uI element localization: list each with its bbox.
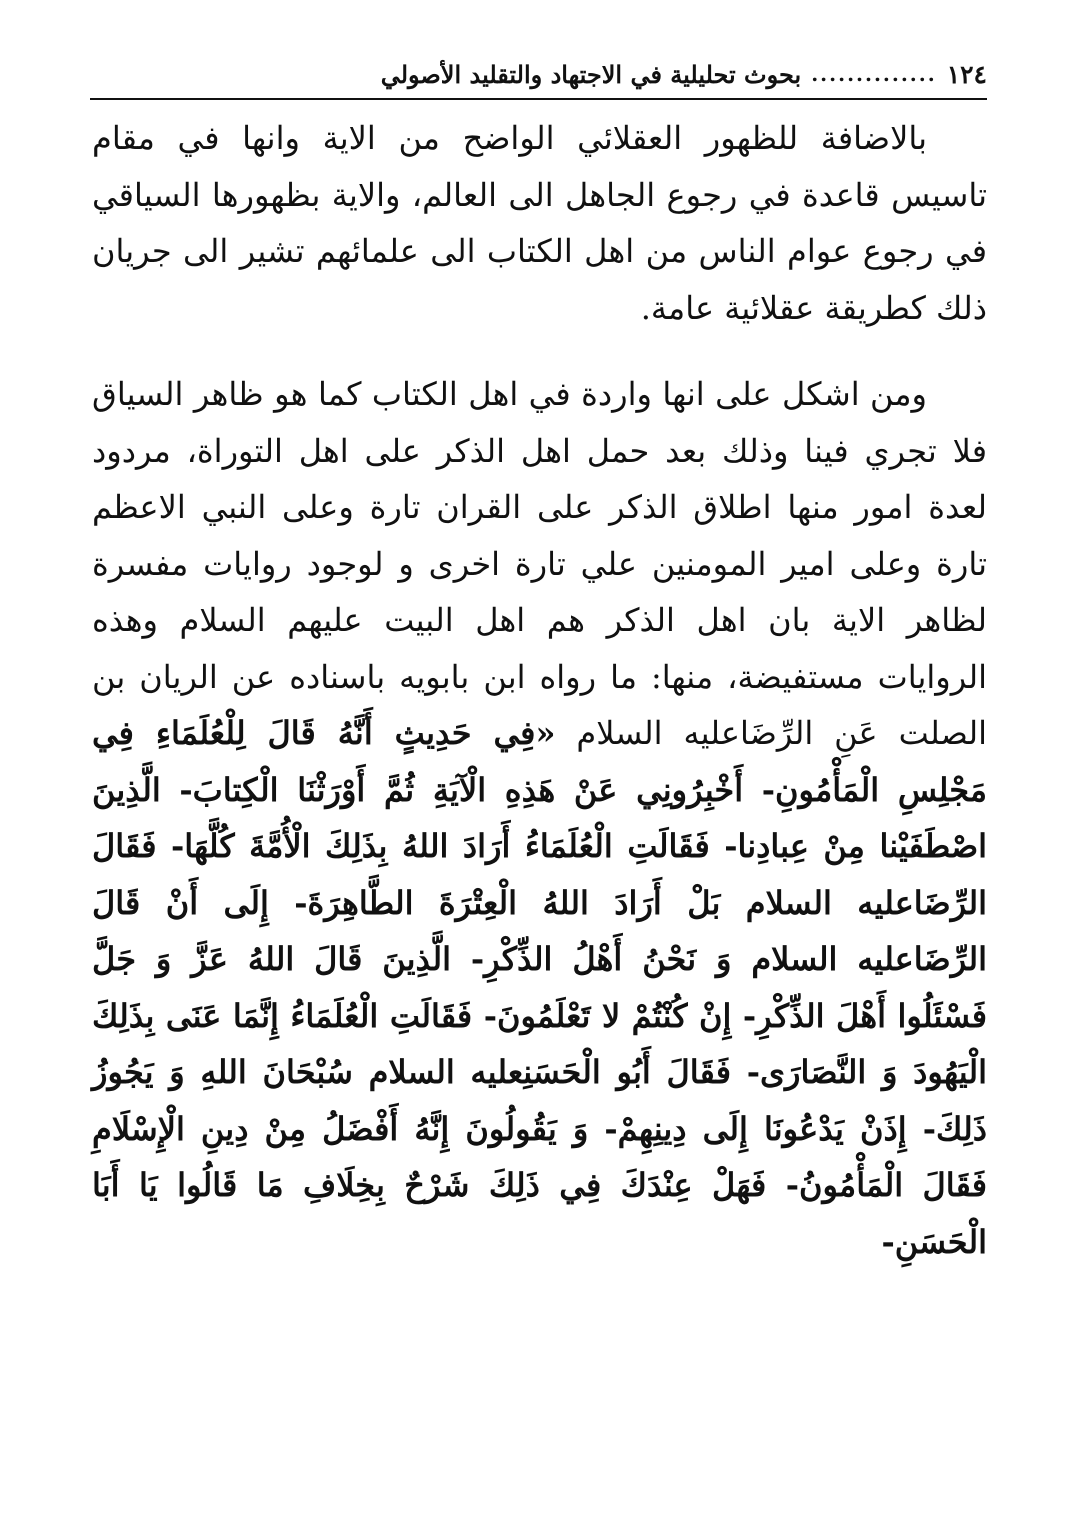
running-title: بحوث تحليلية في الاجتهاد والتقليد الأصولي [380, 59, 802, 89]
hadith-quote: «فِي حَدِيثٍ أَنَّهُ قَالَ لِلْعُلَمَاءِ فِي مَجْلِسِ الْمَأْمُونِ- أَخْبِرُونِي عَنْ هَذِهِ الْآيَةِ ثُمَّ أَوْرَثْنَا الْكِتابَ- الَّذِينَ اصْطَفَيْنا مِنْ عِبادِنا- فَقَالَتِ الْعُلَمَاءُ أَرَادَ اللهُ بِذَلِكَ الْأُمَّةَ كُلَّهَا- فَقَالَ الرِّضَاعليه السلام بَلْ أَرَادَ اللهُ الْعِتْرَةَ الطَّاهِرَةَ- إِلَى أَنْ قَالَ الرِّضَاعليه السلام وَ نَحْنُ أَهْلُ الذِّكْرِ- الَّذِينَ قَالَ اللهُ عَزَّ وَ جَلَّ فَسْئَلُوا أَهْلَ الذِّكْرِ- إِنْ كُنْتُمْ لا تَعْلَمُونَ- فَقَالَتِ الْعُلَمَاءُ إِنَّمَا عَنَى بِذَلِكَ الْيَهُودَ وَ النَّصَارَى- فَقَالَ أَبُو الْحَسَنِعليه السلام سُبْحَانَ اللهِ وَ يَجُوزُ ذَلِكَ- إِذَنْ يَدْعُونَا إِلَى دِينِهِمْ- وَ يَقُولُونَ إِنَّهُ أَفْضَلُ مِنْ دِينِ الْإِسْلَامِ فَقَالَ الْمَأْمُونُ- فَهَلْ عِنْدَكَ فِي ذَلِكَ شَرْحٌ بِخِلَافِ مَا قَالُوا يَا أَبَا الْحَسَنِ- [92, 714, 988, 1261]
header-rule [90, 98, 987, 100]
body-text [92, 110, 987, 1270]
page-number: ١٢٤ [946, 59, 987, 89]
paragraph-2-intro: ومن اشكل على انها واردة في اهل الكتاب كما هو ظاهر السياق فلا تجري فينا وذلك بعد حمل اهل الذكر على اهل التوراة، مردود لعدة امور منها اطلاق الذكر على القران تارة وعلى النبي الاعظم تارة وعلى امير المومنين علي تارة اخرى و لوجود روايات مفسرة لظاهر الاية بان اهل الذكر هم اهل البيت عليهم السلام وهذه الروايات مستفيضة، منها: ما رواه ابن بابويه باسناده عن الريان بن الصلت عَنِ الرِّضَاعليه السلام [92, 375, 988, 752]
paragraph-1: بالاضافة للظهور العقلائي الواضح من الاية وانها في مقام تاسيس قاعدة في رجوع الجاهل الى العالم، والاية بظهورها السياقي في رجوع عوام الناس من اهل الكتاب الى علمائهم تشير الى جريان ذلك كطريقة عقلائية عامة. [92, 119, 988, 327]
header-dot-leader: .............. [811, 62, 937, 86]
paragraph-2 [92, 366, 987, 1270]
page-header [90, 52, 987, 96]
